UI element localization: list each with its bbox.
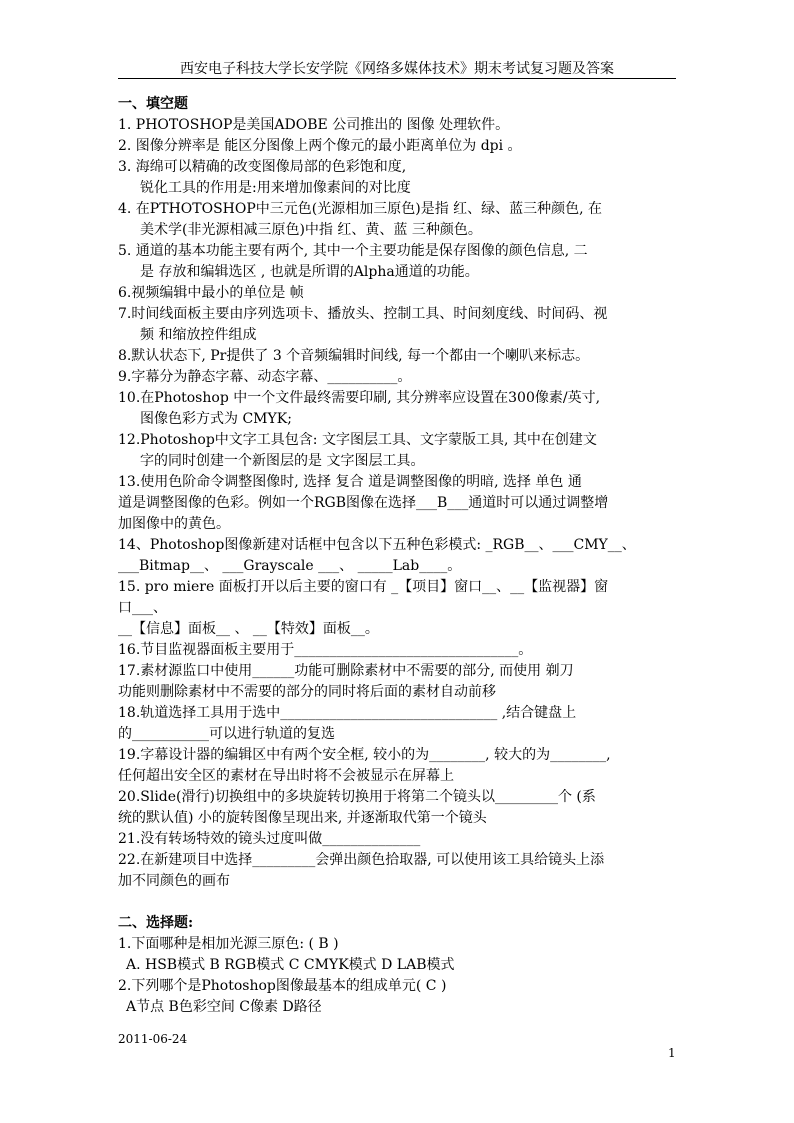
document-line: 功能则删除素材中不需要的部分的同时将后面的素材自动前移: [118, 684, 496, 700]
document-line: 7.时间线面板主要由序列选项卡、播放头、控制工具、时间刻度线、时间码、视: [118, 306, 608, 322]
document-body: [118, 94, 684, 1018]
document-line: A节点 B色彩空间 C像素 D路径: [126, 999, 322, 1015]
document-line: 9.字幕分为静态字幕、动态字幕、__________。: [118, 369, 412, 385]
document-line: 美术学(非光源相减三原色)中指 红、黄、蓝 三种颜色。: [140, 222, 482, 238]
document-line: 统的默认值) 小的旋转图像呈现出来, 并逐渐取代第一个镜头: [118, 810, 487, 826]
page-number: 1: [668, 1046, 676, 1060]
document-line: 加图像中的黄色。: [118, 516, 230, 532]
document-line: 图像色彩方式为 CMYK;: [140, 411, 292, 427]
document-line: 12.Photoshop中文字工具包含: 文字图层工具、文字蒙版工具, 其中在创建文: [118, 432, 597, 448]
document-line: 2.下列哪个是Photoshop图像最基本的组成单元( C ): [118, 978, 447, 994]
document-line: 14、Photoshop图像新建对话框中包含以下五种色彩模式: _RGB__、___CMY__、: [118, 537, 636, 553]
document-line: 17.素材源监口中使用______功能可删除素材中不需要的部分, 而使用 剃刀: [118, 663, 574, 679]
document-line: ___Bitmap__、 ___Grayscale ___、 _____Lab____。: [118, 558, 462, 574]
document-line: 频 和缩放控件组成: [140, 327, 257, 343]
document-line: 2. 图像分辨率是 能区分图像上两个像元的最小距离单位为 dpi 。: [118, 138, 522, 154]
document-line: 20.Slide(滑行)切换组中的多块旋转切换用于将第二个镜头以_________个 (系: [118, 789, 596, 805]
header-divider: [118, 78, 676, 79]
document-line: 1.下面哪种是相加光源三原色: ( B ): [118, 936, 339, 952]
document-line: 8.默认状态下, Pr提供了 3 个音频编辑时间线, 每一个都由一个喇叭来标志。: [118, 348, 590, 364]
document-line: 18.轨道选择工具用于选中_______________________________ ,结合键盘上: [118, 705, 577, 721]
footer-date: 2011-06-24: [118, 1032, 188, 1046]
document-line: 1. PHOTOSHOP是美国ADOBE 公司推出的 图像 处理软件。: [118, 117, 510, 133]
document-line: 字的同时创建一个新图层的是 文字图层工具。: [140, 453, 425, 469]
document-line: 加不同颜色的画布: [118, 873, 230, 889]
document-line: 道是调整图像的色彩。例如一个RGB图像在选择___B___通道时可以通过调整增: [118, 495, 609, 511]
document-line: 15. pro miere 面板打开以后主要的窗口有 _【项目】窗口__、__【监视器】窗: [118, 579, 609, 595]
fill-in-questions: [118, 115, 684, 892]
page-header-title: 西安电子科技大学长安学院《网络多媒体技术》期末考试复习题及答案: [180, 61, 614, 77]
choice-questions: [118, 934, 684, 1018]
document-line: 3. 海绵可以精确的改变图像局部的色彩饱和度,: [118, 159, 407, 175]
spacer: [118, 892, 684, 913]
document-line: 是 存放和编辑选区 , 也就是所谓的Alpha通道的功能。: [140, 264, 479, 280]
document-line: 锐化工具的作用是:用来增加像素间的对比度: [140, 180, 411, 196]
document-line: 6.视频编辑中最小的单位是 帧: [118, 285, 304, 301]
document-line: 任何超出安全区的素材在导出时将不会被显示在屏幕上: [118, 768, 454, 784]
document-line: 口___、: [118, 600, 167, 616]
document-line: 21.没有转场特效的镜头过度叫做______________: [118, 831, 421, 847]
document-line: 19.字幕设计器的编辑区中有两个安全框, 较小的为________, 较大的为________,: [118, 747, 611, 763]
document-line: 10.在Photoshop 中一个文件最终需要印刷, 其分辨率应设置在300像素/英寸,: [118, 390, 601, 406]
section-heading-fill-in: 一、填空题: [118, 96, 188, 112]
document-line: 16.节目监视器面板主要用于________________________________。: [118, 642, 533, 658]
document-line: 的___________可以进行轨道的复选: [118, 726, 335, 742]
document-line: __【信息】面板__ 、 __【特效】面板__。: [118, 621, 379, 637]
document-line: 22.在新建项目中选择_________会弹出颜色拾取器, 可以使用该工具给镜头上添: [118, 852, 605, 868]
document-line: 5. 通道的基本功能主要有两个, 其中一个主要功能是保存图像的颜色信息, 二: [118, 243, 588, 259]
document-line: 13.使用色阶命令调整图像时, 选择 复合 道是调整图像的明暗, 选择 单色 通: [118, 474, 582, 490]
document-line: 4. 在PTHOTOSHOP中三元色(光源相加三原色)是指 红、绿、蓝三种颜色, 在: [118, 201, 603, 217]
document-line: A. HSB模式 B RGB模式 C CMYK模式 D LAB模式: [126, 957, 455, 973]
section-heading-choice: 二、选择题:: [118, 915, 194, 931]
